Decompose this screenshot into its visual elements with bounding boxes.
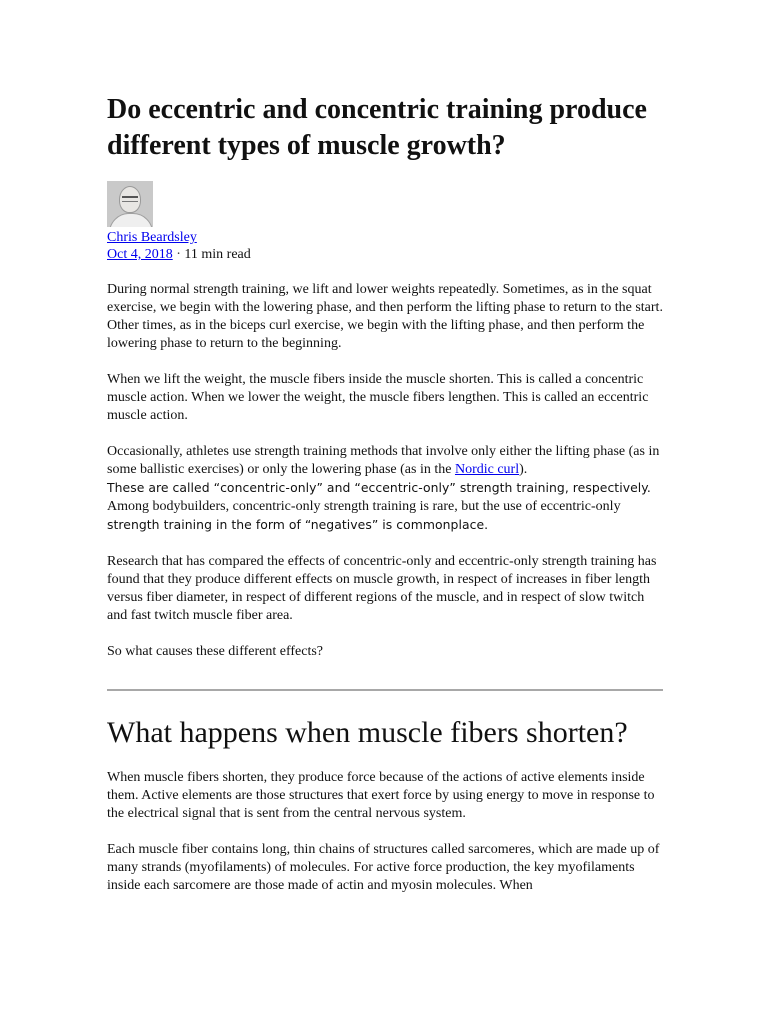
paragraph: When muscle fibers shorten, they produce force because of the actions of active elements inside them. Active elements are those structures that exert force by using energy to move in response to the electrical signal that is sent from the central nervous system. — [107, 770, 655, 821]
paragraph-text: Among bodybuilders, concentric-only strength training is rare, but the use of eccentric-only — [107, 499, 621, 514]
paragraph-text: These are called “concentric-only” and “eccentric-only” strength training, respectively. — [107, 480, 651, 495]
author-avatar[interactable] — [107, 181, 153, 227]
paragraph-text: Occasionally, athletes use strength training methods that involve only either the lifting phase (as in some ballistic exercises) or only the lowering phase (as in the — [107, 444, 660, 477]
article — [107, 0, 663, 895]
paragraph: Each muscle fiber contains long, thin chains of structures called sarcomeres, which are made up of many strands (myofilaments) of molecules. For active force production, the key myofilaments inside each sarcomere are those made of actin and myosin molecules. When — [107, 842, 660, 893]
author-link[interactable]: Chris Beardsley — [107, 230, 197, 245]
nordic-curl-link[interactable]: Nordic curl — [454, 462, 520, 477]
read-time: 11 min read — [184, 247, 251, 262]
paragraph — [107, 443, 663, 535]
article-meta — [107, 229, 663, 263]
meta-separator: · — [176, 247, 181, 262]
paragraph: Research that has compared the effects of concentric-only and eccentric-only strength training has found that they produce different effects on muscle growth, in respect of increases in fiber length versus fiber diameter, in respect of different regions of the muscle, and in respect of slow twitch and fast twitch muscle fiber area. — [107, 554, 657, 623]
paragraph: So what causes these different effects? — [107, 644, 324, 659]
section-heading: What happens when muscle fibers shorten? — [107, 716, 628, 749]
paragraph-text: strength training in the form of “negatives” is commonplace. — [107, 517, 489, 532]
section-divider — [107, 689, 663, 691]
article-title: Do eccentric and concentric training produce different types of muscle growth? — [107, 94, 647, 161]
paragraph: When we lift the weight, the muscle fibers inside the muscle shorten. This is called a concentric muscle action. When we lower the weight, the muscle fibers lengthen. This is called an eccentric muscle action. — [107, 372, 649, 423]
paragraph: During normal strength training, we lift and lower weights repeatedly. Sometimes, as in the squat exercise, we begin with the lowering phase, and then perform the lifting phase to return to the start. Other times, as in the biceps curl exercise, we begin with the lifting phase, and then perform the lowering phase to return to the beginning. — [107, 282, 663, 351]
date-link[interactable]: Oct 4, 2018 — [107, 247, 173, 262]
paragraph-text: ). — [519, 462, 528, 477]
